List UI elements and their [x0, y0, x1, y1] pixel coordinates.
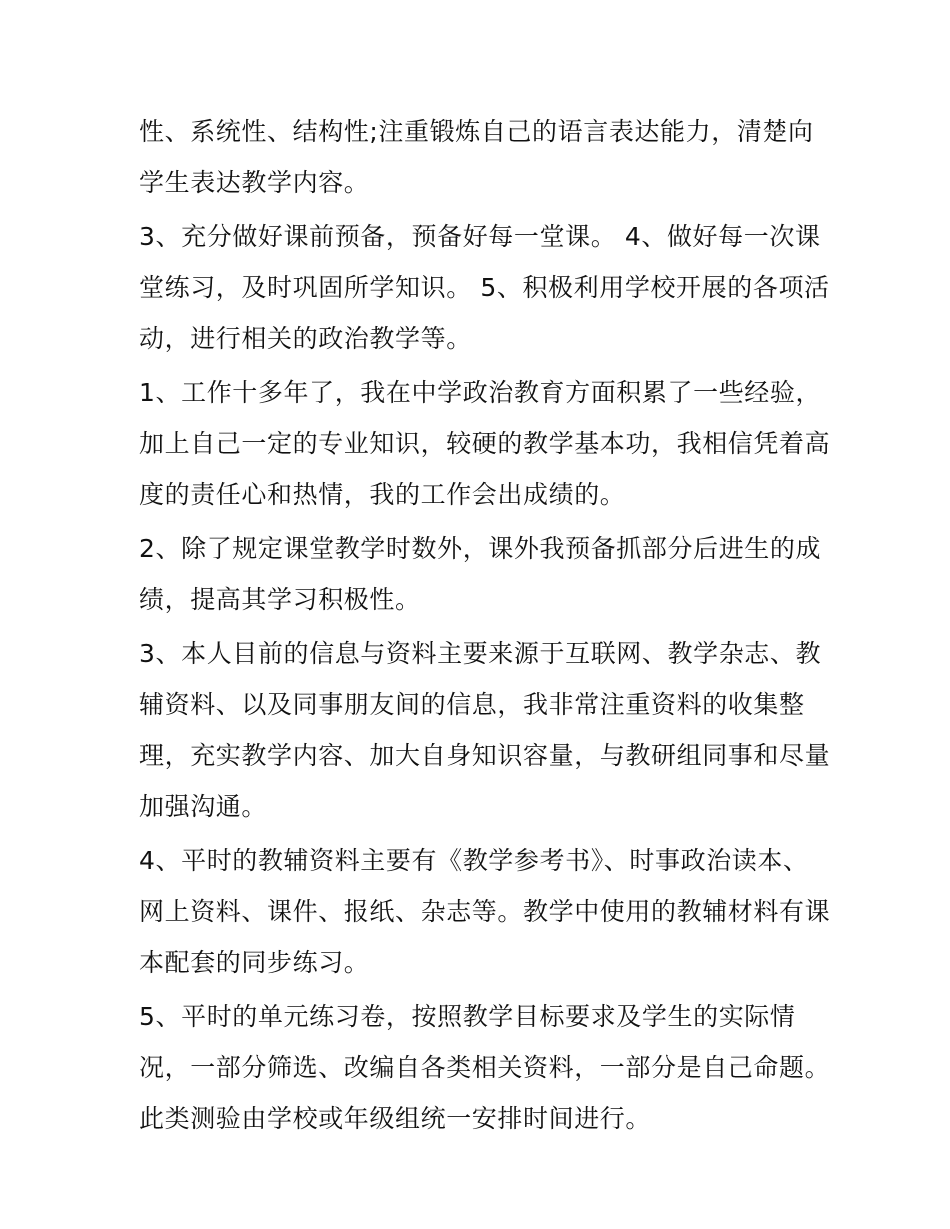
paragraph-teaching-materials [139, 835, 829, 988]
text-line: 度的责任心和热情，我的工作会出成绩的。 [139, 480, 626, 509]
text-line: 堂练习，及时巩固所学知识。 5、积极利用学校开展的各项活 [139, 273, 830, 302]
paragraph-unit-tests [139, 991, 829, 1144]
text-line: 加上自己一定的专业知识，较硬的教学基本功，我相信凭着高 [139, 429, 831, 458]
text-line: 3、本人目前的信息与资料主要来源于互联网、教学杂志、教 [139, 639, 822, 668]
paragraph-teaching-language [139, 106, 829, 208]
paragraph-lesson-preparation [139, 211, 829, 364]
text-line: 4、平时的教辅资料主要有《教学参考书》、时事政治读本、 [139, 846, 809, 875]
paragraph-experience [139, 367, 829, 520]
text-line: 1、工作十多年了，我在中学政治教育方面积累了一些经验， [139, 378, 822, 407]
paragraph-extracurricular [139, 523, 829, 625]
document-body [139, 106, 829, 1147]
text-line: 况，一部分筛选、改编自各类相关资料，一部分是自己命题。 [139, 1053, 831, 1082]
text-line: 本配套的同步练习。 [139, 948, 370, 977]
text-line: 加强沟通。 [139, 792, 268, 821]
text-line: 5、平时的单元练习卷，按照教学目标要求及学生的实际情 [139, 1002, 796, 1031]
paragraph-information-sources [139, 628, 829, 832]
text-line: 2、除了规定课堂教学时数外，课外我预备抓部分后进生的成 [139, 534, 822, 563]
text-line: 理，充实教学内容、加大自身知识容量，与教研组同事和尽量 [139, 741, 831, 770]
text-line: 网上资料、课件、报纸、杂志等。教学中使用的教辅材料有课 [139, 897, 831, 926]
text-line: 此类测验由学校或年级组统一安排时间进行。 [139, 1104, 652, 1133]
text-line: 3、充分做好课前预备，预备好每一堂课。 4、做好每一次课 [139, 222, 821, 251]
text-line: 动，进行相关的政治教学等。 [139, 324, 472, 353]
text-line: 绩，提高其学习积极性。 [139, 585, 421, 614]
text-line: 性、系统性、结构性;注重锻炼自己的语言表达能力，清楚向 [139, 117, 814, 146]
text-line: 学生表达教学内容。 [139, 168, 370, 197]
text-line: 辅资料、以及同事朋友间的信息，我非常注重资料的收集整 [139, 690, 805, 719]
